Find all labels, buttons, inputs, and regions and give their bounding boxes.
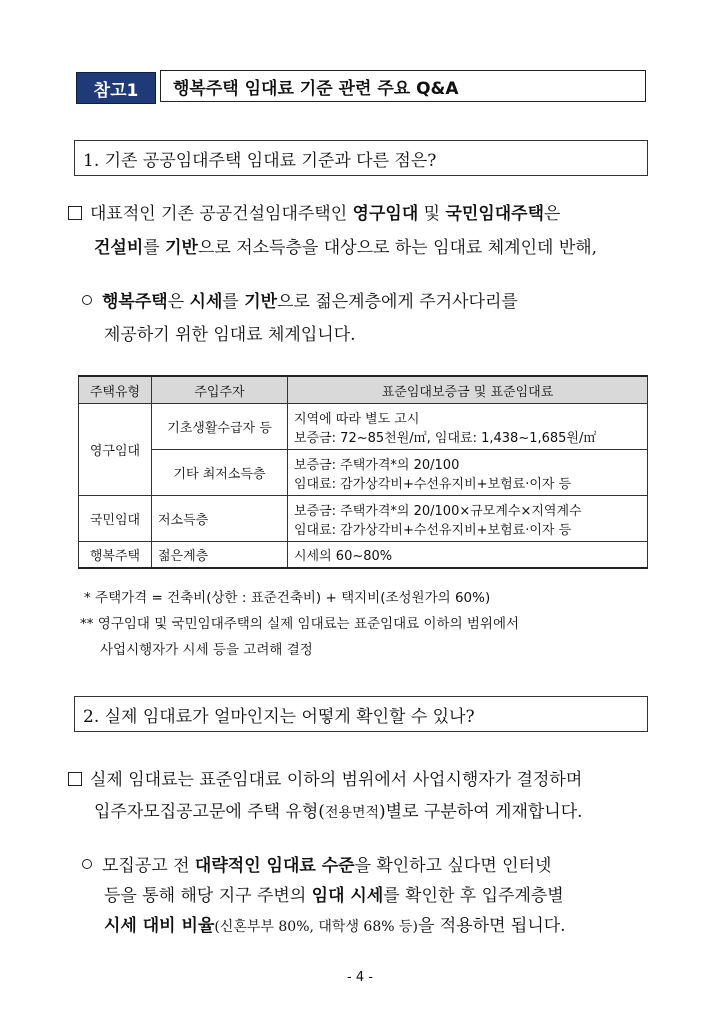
- rent-standard-table: [78, 375, 648, 569]
- q2-paragraph-1-line-2: 입주자모집공고문에 주택 유형(전용면적)별로 구분하여 게재합니다.: [94, 802, 583, 822]
- table-cell-tenant: 저소득층: [152, 496, 288, 542]
- q1-paragraph-1-line-2: 건설비를 기반으로 저소득층을 대상으로 하는 임대료 체계인데 반해,: [94, 238, 598, 258]
- question-1-box: [74, 140, 648, 176]
- table-cell-type: 국민임대: [79, 496, 152, 542]
- table-cell-tenant: 기타 최저소득층: [152, 450, 288, 496]
- table-cell-standard: 지역에 따라 별도 고시 보증금: 72~85천원/㎡, 임대료: 1,438~1,685원/㎡: [288, 404, 648, 450]
- page-number: - 4 -: [347, 970, 373, 985]
- table-header-row: [79, 376, 648, 404]
- q2-paragraph-2-line-2: 등을 통해 해당 지구 주변의 임대 시세를 확인한 후 입주계층별: [104, 886, 564, 906]
- footnote-2-cont: 사업시행자가 시세 등을 고려해 결정: [100, 642, 313, 658]
- table-header: 주입주자: [152, 376, 288, 404]
- square-bullet-icon: [68, 772, 82, 786]
- table-cell-standard: 보증금: 주택가격*의 20/100×규모계수×지역계수 임대료: 감가상각비+수선유지비+보험료·이자 등: [288, 496, 648, 542]
- table-row: [79, 496, 648, 542]
- table-cell-type: 영구임대: [79, 404, 152, 496]
- table-cell-type: 행복주택: [79, 542, 152, 568]
- footnote-2: ** 영구임대 및 국민임대주택의 실제 임대료는 표준임대료 이하의 범위에서: [80, 616, 520, 632]
- table-cell-tenant: 기초생활수급자 등: [152, 404, 288, 450]
- question-1-title: 1. 기존 공공임대주택 임대료 기준과 다른 점은?: [83, 150, 437, 171]
- q1-paragraph-1-line-1: 대표적인 기존 공공건설임대주택인 영구임대 및 국민임대주택은: [68, 206, 560, 223]
- reference-badge: 참고1: [76, 72, 156, 104]
- circle-bullet-icon: [82, 295, 92, 305]
- q2-paragraph-2-line-3: 시세 대비 비율(신혼부부 80%, 대학생 68% 등)을 적용하면 됩니다.: [104, 916, 566, 936]
- table-cell-standard: 보증금: 주택가격*의 20/100 임대료: 감가상각비+수선유지비+보험료·이자 등: [288, 450, 648, 496]
- table-header: 표준임대보증금 및 표준임대료: [288, 376, 648, 404]
- table-row: [79, 450, 648, 496]
- q1-paragraph-2-line-2: 제공하기 위한 임대료 체계입니다.: [104, 325, 356, 345]
- question-2-title: 2. 실제 임대료가 얼마인지는 어떻게 확인할 수 있나?: [83, 706, 475, 727]
- q2-paragraph-1-line-1: 실제 임대료는 표준임대료 이하의 범위에서 사업시행자가 결정하며: [68, 772, 582, 789]
- circle-bullet-icon: [82, 859, 92, 869]
- q1-paragraph-2-line-1: 행복주택은 시세를 기반으로 젊은계층에게 주거사다리를: [82, 294, 518, 311]
- table-cell-standard: 시세의 60~80%: [288, 542, 648, 568]
- square-bullet-icon: [68, 206, 82, 220]
- q2-paragraph-2-line-1: 모집공고 전 대략적인 임대료 수준을 확인하고 싶다면 인터넷: [82, 858, 551, 875]
- question-2-box: [74, 696, 648, 732]
- page-title: 행복주택 임대료 기준 관련 주요 Q&A: [160, 70, 646, 102]
- table-row: [79, 404, 648, 450]
- table-header: 주택유형: [79, 376, 152, 404]
- footnote-1: * 주택가격 = 건축비(상한 : 표준건축비) + 택지비(조성원가의 60%): [84, 590, 491, 606]
- table-cell-tenant: 젊은계층: [152, 542, 288, 568]
- table-row: [79, 542, 648, 568]
